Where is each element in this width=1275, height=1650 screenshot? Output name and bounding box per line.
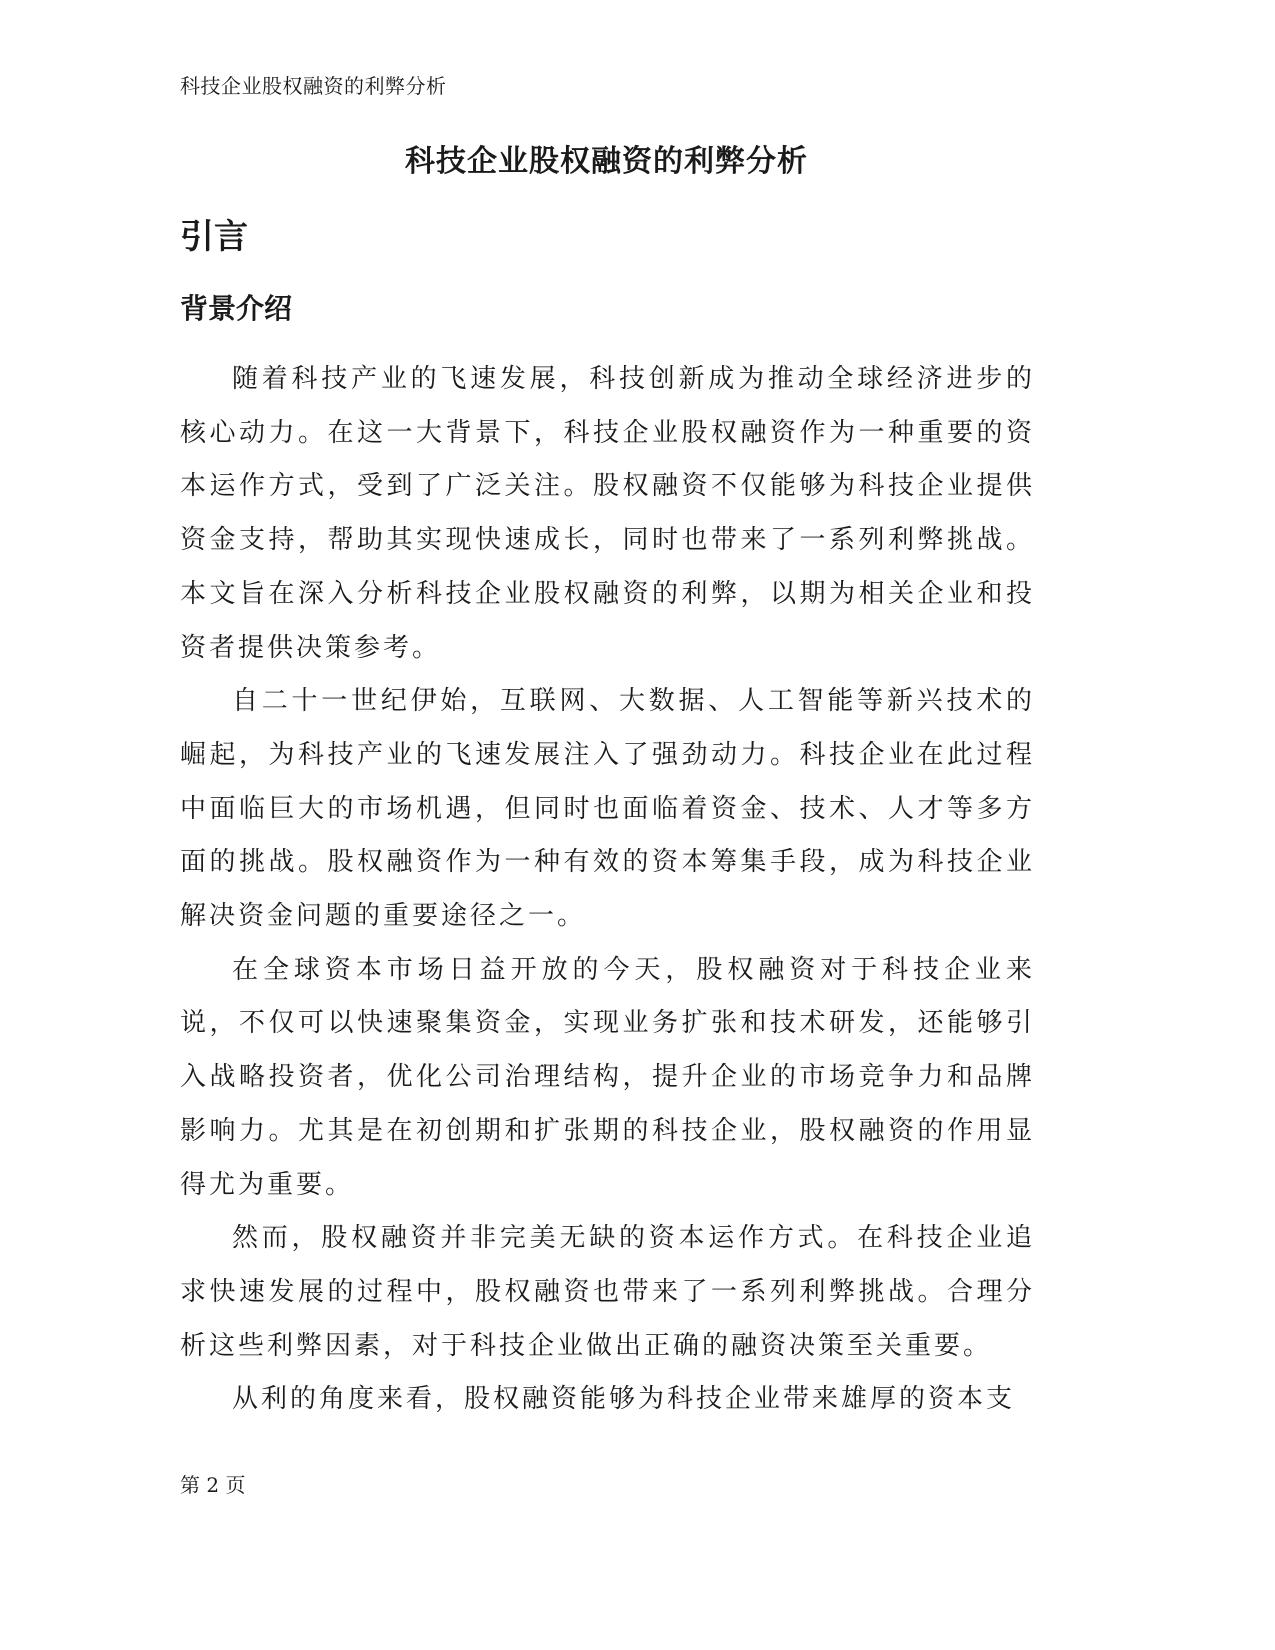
page-number: 第 2 页: [180, 1473, 246, 1497]
paragraph: 随着科技产业的飞速发展，科技创新成为推动全球经济进步的核心动力。在这一大背景下，科技企业股权融资作为一种重要的资本运作方式，受到了广泛关注。股权融资不仅能够为科技企业提供资金支持，帮助其实现快速成长，同时也带来了一系列利弊挑战。本文旨在深入分析科技企业股权融资的利弊，以期为相关企业和投资者提供决策参考。: [180, 364, 1035, 663]
section-heading: 引言: [180, 217, 248, 257]
body-text: [180, 353, 1035, 1427]
running-header: 科技企业股权融资的利弊分析: [180, 74, 447, 98]
document-title: 科技企业股权融资的利弊分析: [405, 144, 808, 179]
paragraph: 然而，股权融资并非完美无缺的资本运作方式。在科技企业追求快速发展的过程中，股权融资也带来了一系列利弊挑战。合理分析这些利弊因素，对于科技企业做出正确的融资决策至关重要。: [180, 1223, 1035, 1361]
paragraph: 在全球资本市场日益开放的今天，股权融资对于科技企业来说，不仅可以快速聚集资金，实现业务扩张和技术研发，还能够引入战略投资者，优化公司治理结构，提升企业的市场竞争力和品牌影响力。尤其是在初创期和扩张期的科技企业，股权融资的作用显得尤为重要。: [180, 954, 1035, 1200]
subsection-heading: 背景介绍: [180, 292, 293, 325]
paragraph: 从利的角度来看，股权融资能够为科技企业带来雄厚的资本支: [232, 1384, 1016, 1415]
paragraph: 自二十一世纪伊始，互联网、大数据、人工智能等新兴技术的崛起，为科技产业的飞速发展注入了强劲动力。科技企业在此过程中面临巨大的市场机遇，但同时也面临着资金、技术、人才等多方面的挑战。股权融资作为一种有效的资本筹集手段，成为科技企业解决资金问题的重要途径之一。: [180, 686, 1035, 932]
